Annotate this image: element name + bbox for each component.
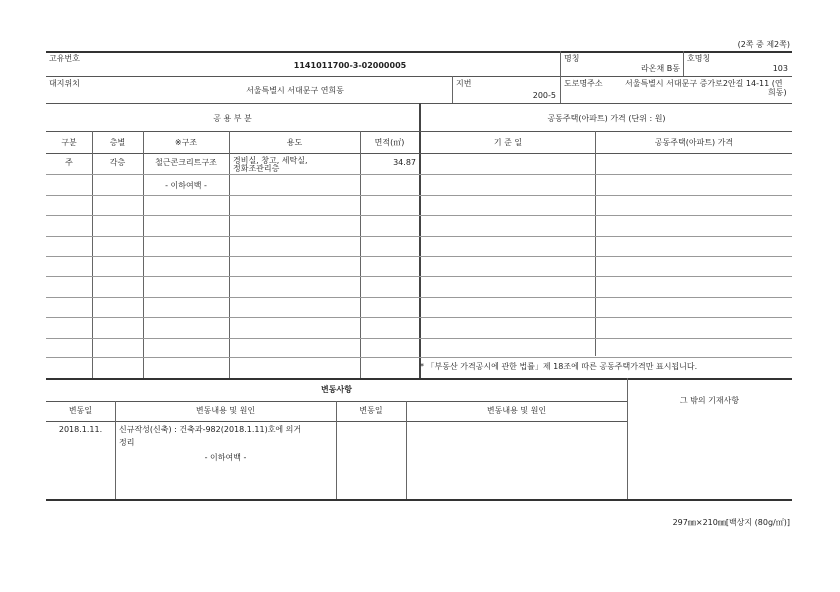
table-row-line bbox=[46, 317, 792, 318]
lot-value: 200-5 bbox=[532, 91, 556, 100]
col-area: 면적(㎡) bbox=[374, 138, 405, 147]
name-value: 라온채 B동 bbox=[641, 64, 680, 73]
top-border bbox=[46, 51, 792, 53]
changes-top-border bbox=[46, 378, 792, 380]
unique-no-value: 1141011700-3-02000005 bbox=[293, 61, 407, 70]
row-type: 주 bbox=[65, 158, 73, 167]
row-use-line1: 경비실, 창고, 세탁실, bbox=[233, 156, 308, 165]
site-label: 대지위치 bbox=[49, 79, 80, 88]
table-row-line bbox=[46, 215, 792, 216]
shared-section-title: 공 용 부 분 bbox=[213, 114, 252, 123]
other-items-title: 그 밖의 기재사항 bbox=[679, 396, 740, 405]
table-row-line bbox=[46, 256, 792, 257]
price-note: * 「부동산 가격공시에 관한 법률」제 18조에 따른 공동주택가격만 표시됩니다. bbox=[420, 362, 698, 371]
table-row-line bbox=[46, 338, 792, 339]
row-use-line2: 정화조관리층 bbox=[233, 164, 280, 173]
unique-no-label: 고유번호 bbox=[49, 54, 80, 63]
table-row-line bbox=[46, 195, 792, 196]
paper-spec-footer: 297㎜×210㎜[백상지 (80g/㎡)] bbox=[672, 518, 790, 527]
table-row-line bbox=[46, 276, 792, 277]
unit-value: 103 bbox=[772, 64, 788, 73]
col-type: 구분 bbox=[61, 138, 77, 147]
changes-end-mark: - 이하여백 - bbox=[204, 453, 247, 462]
table-row-line bbox=[46, 174, 792, 175]
change-reason-line2: 정리 bbox=[119, 438, 135, 447]
road-value-line1: 서울특별시 서대문구 증가로2안길 14-11 (연 bbox=[625, 79, 783, 88]
table-row-line bbox=[46, 357, 792, 358]
col-base-date: 기 준 일 bbox=[493, 138, 523, 147]
road-value-line2: 희동) bbox=[768, 88, 787, 97]
change-reason-line1: 신규작성(신축) : 건축과-982(2018.1.11)호에 의거 bbox=[119, 425, 302, 434]
col-change-date: 변동일 bbox=[68, 406, 93, 415]
name-label: 명칭 bbox=[564, 54, 580, 63]
row-area: 34.87 bbox=[393, 158, 416, 167]
bottom-border bbox=[46, 499, 792, 501]
price-section-title: 공동주택(아파트) 가격 (단위 : 원) bbox=[547, 114, 666, 123]
lot-label: 지번 bbox=[456, 79, 472, 88]
col-price: 공동주택(아파트) 가격 bbox=[654, 138, 734, 147]
col-change-reason: 변동내용 및 원인 bbox=[195, 406, 256, 415]
table-row-line bbox=[46, 297, 792, 298]
col-change-reason-2: 변동내용 및 원인 bbox=[486, 406, 547, 415]
page-indicator: (2쪽 중 제2쪽) bbox=[737, 40, 790, 49]
header-divider bbox=[46, 76, 792, 77]
site-value: 서울특별시 서대문구 연희동 bbox=[246, 86, 344, 95]
row-structure: 철근콘크리트구조 bbox=[155, 158, 217, 167]
table-row-line bbox=[46, 236, 792, 237]
col-floor: 층별 bbox=[109, 138, 126, 147]
change-date: 2018.1.11. bbox=[58, 425, 103, 434]
unit-label: 호명칭 bbox=[687, 54, 711, 63]
col-change-date-2: 변동일 bbox=[359, 406, 383, 415]
changes-title: 변동사항 bbox=[321, 385, 352, 394]
row-floor: 각층 bbox=[109, 158, 126, 167]
shared-end-mark: - 이하여백 - bbox=[165, 181, 207, 190]
col-structure: ※구조 bbox=[174, 138, 198, 147]
road-label: 도로명주소 bbox=[564, 79, 603, 88]
col-use: 용도 bbox=[286, 138, 303, 147]
